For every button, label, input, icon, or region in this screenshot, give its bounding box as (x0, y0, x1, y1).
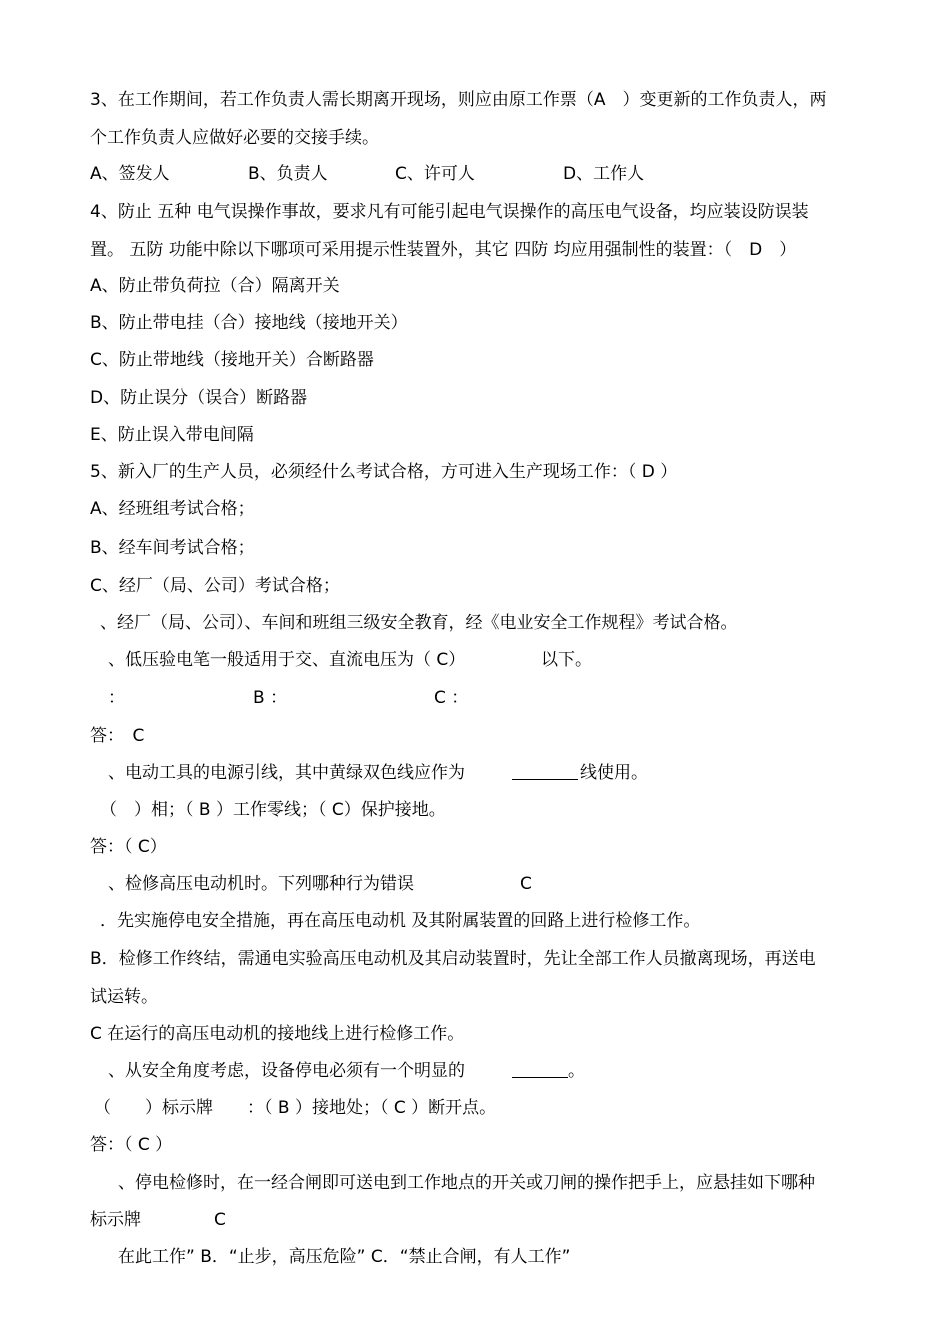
text-segment: A、经班组考试合格； (90, 499, 255, 519)
text-line (0, 1243, 950, 1271)
text-line (0, 236, 950, 264)
text-segment: 3、在工作期间，若工作负责人需长期离开现场，则应由原工作票（A ）变更新的工作负责人，两 (90, 90, 827, 110)
text-line (0, 722, 950, 750)
text-segment: B ： (253, 688, 288, 708)
text-line (0, 833, 950, 861)
text-line (0, 198, 950, 226)
text-segment: 5、新入厂的生产人员，必须经什么考试合格，方可进入生产现场工作：（ D ） (90, 462, 678, 482)
text-segment: 标示牌 (90, 1210, 141, 1230)
text-segment: 置。 五防 功能中除以下哪项可采用提示性装置外，其它 四防 均应用强制性的装置：（ D ） (90, 240, 797, 260)
text-line (0, 309, 950, 337)
text-segment: 试运转。 (90, 987, 158, 1007)
text-line (0, 421, 950, 449)
text-line (0, 907, 950, 935)
text-line (0, 1169, 950, 1197)
text-segment: C ： (434, 688, 469, 708)
text-segment: 、检修高压电动机时。下列哪种行为错误 (108, 874, 414, 894)
text-segment: 在此工作” B．“止步，高压危险” C．“禁止合闸，有人工作” (118, 1247, 571, 1267)
text-segment: ： (108, 688, 125, 708)
text-line (0, 346, 950, 374)
text-segment: B．检修工作终结，需通电实验高压电动机及其启动装置时，先让全部工作人员撤离现场，再送电 (90, 949, 816, 969)
text-segment: C (214, 1210, 226, 1230)
text-line (0, 1131, 950, 1159)
text-line (0, 983, 950, 1011)
text-line (0, 646, 950, 674)
text-segment: B、负责人 (248, 164, 328, 184)
text-segment: 4、防止 五种 电气误操作事故，要求凡有可能引起电气误操作的高压电气设备，均应装设防误装 (90, 202, 809, 222)
text-segment: （ ）相；（ B ）工作零线；（ C）保护接地。 (100, 800, 446, 820)
text-segment: C、经厂（局、公司）考试合格； (90, 576, 340, 596)
text-line (0, 160, 950, 188)
blank-underline (512, 759, 578, 780)
text-segment: 线使用。 (580, 763, 648, 783)
text-segment: 。 (568, 1061, 585, 1081)
text-segment: 、从安全角度考虑，设备停电必须有一个明显的 (108, 1061, 465, 1081)
text-segment: （ ）标示牌 ：（ B ）接地处；（ C ）断开点。 (94, 1098, 497, 1118)
text-segment: A、签发人 (90, 164, 170, 184)
text-segment: 、电动工具的电源引线，其中黄绿双色线应作为 (108, 763, 465, 783)
text-line (0, 572, 950, 600)
text-line (0, 534, 950, 562)
text-segment: ．先实施停电安全措施，再在高压电动机 及其附属装置的回路上进行检修工作。 (100, 911, 701, 931)
text-segment: 答：（ C ） (90, 1135, 173, 1155)
text-segment: A、防止带负荷拉（合）隔离开关 (90, 276, 340, 296)
text-segment: C、许可人 (395, 164, 475, 184)
text-line (0, 86, 950, 114)
text-line (0, 124, 950, 152)
text-line (0, 1020, 950, 1048)
text-segment: D、工作人 (563, 164, 645, 184)
text-line (0, 272, 950, 300)
text-segment: C (520, 874, 532, 894)
text-segment: 答：（ C） (90, 837, 167, 857)
text-line (0, 609, 950, 637)
text-line (0, 796, 950, 824)
text-line (0, 384, 950, 412)
text-segment: 、经厂（局、公司）、车间和班组三级安全教育，经《电业安全工作规程》考试合格。 (100, 613, 738, 633)
text-segment: 答： C (90, 726, 145, 746)
text-segment: E、防止误入带电间隔 (90, 425, 254, 445)
text-line (0, 870, 950, 898)
text-segment: D、防止误分（误合）断路器 (90, 388, 308, 408)
text-line (0, 1094, 950, 1122)
text-segment: 、低压验电笔一般适用于交、直流电压为（ C） (108, 650, 466, 670)
text-segment: B、经车间考试合格； (90, 538, 255, 558)
text-line (0, 945, 950, 973)
text-line (0, 495, 950, 523)
blank-underline (512, 1057, 568, 1078)
fill-in-blank (512, 759, 578, 787)
text-line (0, 458, 950, 486)
text-line (0, 1057, 950, 1085)
text-line (0, 1206, 950, 1234)
text-segment: 以下。 (541, 650, 592, 670)
text-segment: C 在运行的高压电动机的接地线上进行检修工作。 (90, 1024, 465, 1044)
text-segment: 、停电检修时，在一经合闸即可送电到工作地点的开关或刀闸的操作把手上，应悬挂如下哪种 (118, 1173, 815, 1193)
fill-in-blank (512, 1057, 568, 1085)
text-line (0, 759, 950, 787)
text-line (0, 684, 950, 712)
text-segment: B、防止带电挂（合）接地线（接地开关） (90, 313, 408, 333)
text-segment: C、防止带地线（接地开关）合断路器 (90, 350, 374, 370)
text-segment: 个工作负责人应做好必要的交接手续。 (90, 128, 379, 148)
